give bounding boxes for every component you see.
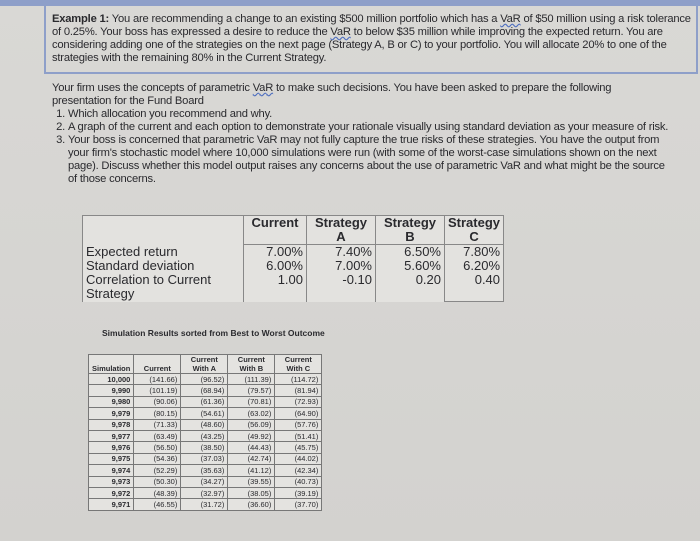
loss-cell: (45.75) bbox=[275, 442, 322, 453]
loss-cell: (96.52) bbox=[181, 374, 228, 385]
header-cell: Strategy B bbox=[376, 216, 445, 245]
cell: 7.00% bbox=[335, 258, 372, 273]
simulation-number: 9,979 bbox=[89, 408, 134, 419]
simulation-number: 9,976 bbox=[89, 442, 134, 453]
loss-cell: (70.81) bbox=[228, 396, 275, 407]
example-text: of $50 million using a risk tolerance of 0.25%. Your boss has expressed a desire to reduce the bbox=[52, 13, 691, 38]
simulation-number: 9,977 bbox=[89, 430, 134, 441]
loss-cell: (111.39) bbox=[228, 374, 275, 385]
simulation-number: 9,973 bbox=[89, 476, 134, 487]
loss-cell: (49.92) bbox=[228, 430, 275, 441]
row-label: Standard deviation bbox=[86, 257, 195, 273]
loss-cell: (54.36) bbox=[134, 453, 181, 464]
loss-cell: (90.06) bbox=[134, 396, 181, 407]
loss-cell: (41.12) bbox=[228, 465, 275, 476]
table-row bbox=[89, 476, 322, 487]
loss-cell: (48.60) bbox=[181, 419, 228, 430]
intro-text: to make such decisions. You have been asked to prepare the following presentation for the Fund Board bbox=[52, 82, 612, 107]
header-cell: Strategy A bbox=[307, 216, 376, 245]
table-row bbox=[83, 245, 504, 302]
loss-cell: (46.55) bbox=[134, 499, 181, 510]
task-item: 3. Your boss is concerned that parametric VaR may not fully capture the true risks of these strategies. You have the output from your firm's stochastic model where 10,000 simulations were run (with some of the worst-case simulations shown on the next page). Discuss whether this model output raises any concerns about the use of parametric VaR and what might be the source of those concerns. bbox=[68, 134, 672, 186]
cell: 7.40% bbox=[335, 244, 372, 259]
var-term: VaR bbox=[252, 82, 274, 94]
simulation-number: 10,000 bbox=[89, 374, 134, 385]
header-cell: Current bbox=[134, 355, 181, 374]
loss-cell: (42.34) bbox=[275, 465, 322, 476]
table-row bbox=[89, 430, 322, 441]
simulation-number: 9,978 bbox=[89, 419, 134, 430]
loss-cell: (71.33) bbox=[134, 419, 181, 430]
header-cell: Current With C bbox=[275, 355, 322, 374]
loss-cell: (42.74) bbox=[228, 453, 275, 464]
loss-cell: (101.19) bbox=[134, 385, 181, 396]
header-cell: Current bbox=[244, 216, 307, 245]
loss-cell: (63.49) bbox=[134, 430, 181, 441]
loss-cell: (44.02) bbox=[275, 453, 322, 464]
loss-cell: (37.03) bbox=[181, 453, 228, 464]
loss-cell: (38.50) bbox=[181, 442, 228, 453]
loss-cell: (68.94) bbox=[181, 385, 228, 396]
loss-cell: (34.27) bbox=[181, 476, 228, 487]
loss-cell: (141.66) bbox=[134, 374, 181, 385]
table-row bbox=[89, 408, 322, 419]
loss-cell: (40.73) bbox=[275, 476, 322, 487]
example-text: You are recommending a change to an existing $500 million portfolio which has a bbox=[109, 13, 501, 25]
simulation-number: 9,980 bbox=[89, 396, 134, 407]
loss-cell: (32.97) bbox=[181, 487, 228, 498]
loss-cell: (63.02) bbox=[228, 408, 275, 419]
loss-cell: (56.50) bbox=[134, 442, 181, 453]
cell: 0.40 bbox=[474, 272, 501, 287]
task-item: 1. Which allocation you recommend and why. bbox=[68, 108, 672, 121]
loss-cell: (72.93) bbox=[275, 396, 322, 407]
loss-cell: (57.76) bbox=[275, 419, 322, 430]
loss-cell: (48.39) bbox=[134, 487, 181, 498]
loss-cell: (80.15) bbox=[134, 408, 181, 419]
loss-cell: (35.63) bbox=[181, 465, 228, 476]
loss-cell: (38.05) bbox=[228, 487, 275, 498]
loss-cell: (64.90) bbox=[275, 408, 322, 419]
intro-paragraph bbox=[52, 82, 672, 186]
table-row bbox=[89, 442, 322, 453]
var-term: VaR bbox=[500, 13, 521, 25]
loss-cell: (39.55) bbox=[228, 476, 275, 487]
loss-cell: (114.72) bbox=[275, 374, 322, 385]
loss-cell: (37.70) bbox=[275, 499, 322, 510]
task-item: 2. A graph of the current and each option to demonstrate your rationale visually using standard deviation as your measure of risk. bbox=[68, 121, 672, 134]
loss-cell: (81.94) bbox=[275, 385, 322, 396]
loss-cell: (52.29) bbox=[134, 465, 181, 476]
table-row bbox=[89, 385, 322, 396]
example-text: to below $35 million while improving the expected return. You are considering adding one of the strategies on the next page (Strategy A, B or C) to your portfolio. You will allocate 20% to one of the strategies with the remaining 80% in the Current Strategy. bbox=[52, 26, 667, 64]
cell: 1.00 bbox=[277, 272, 303, 287]
header-cell: Current With B bbox=[228, 355, 275, 374]
example-label: Example 1: bbox=[52, 13, 110, 25]
cell: -0.10 bbox=[342, 272, 372, 287]
cell: 6.50% bbox=[404, 244, 441, 259]
loss-cell: (43.25) bbox=[181, 430, 228, 441]
simulation-number: 9,974 bbox=[89, 465, 134, 476]
loss-cell: (79.57) bbox=[228, 385, 275, 396]
table-row bbox=[89, 374, 322, 385]
table-row bbox=[89, 396, 322, 407]
loss-cell: (44.43) bbox=[228, 442, 275, 453]
var-term: VaR bbox=[330, 26, 351, 38]
simulation-number: 9,975 bbox=[89, 453, 134, 464]
table-row bbox=[89, 453, 322, 464]
cell: 6.20% bbox=[463, 258, 501, 273]
table-row bbox=[89, 465, 322, 476]
simulation-number: 9,972 bbox=[89, 487, 134, 498]
loss-cell: (54.61) bbox=[181, 408, 228, 419]
table-row bbox=[89, 499, 322, 510]
row-label: Expected return bbox=[86, 243, 178, 259]
loss-cell: (31.72) bbox=[181, 499, 228, 510]
simulation-number: 9,971 bbox=[89, 499, 134, 510]
row-label: Correlation to Current Strategy bbox=[86, 271, 211, 301]
loss-cell: (39.19) bbox=[275, 487, 322, 498]
cell: 6.00% bbox=[266, 258, 303, 273]
loss-cell: (51.41) bbox=[275, 430, 322, 441]
cell: 5.60% bbox=[404, 258, 441, 273]
example-paragraph bbox=[52, 13, 692, 65]
simulation-title: Simulation Results sorted from Best to Worst Outcome bbox=[102, 328, 325, 338]
table-row bbox=[89, 487, 322, 498]
table-row bbox=[89, 419, 322, 430]
header-cell: Strategy C bbox=[445, 216, 504, 245]
header-cell: Simulation bbox=[89, 355, 134, 374]
loss-cell: (36.60) bbox=[228, 499, 275, 510]
intro-text: Your firm uses the concepts of parametric bbox=[52, 82, 253, 94]
cell: 7.00% bbox=[266, 244, 303, 259]
cell: 0.20 bbox=[415, 272, 441, 287]
loss-cell: (61.36) bbox=[181, 396, 228, 407]
strategy-table bbox=[82, 215, 504, 302]
loss-cell: (50.30) bbox=[134, 476, 181, 487]
simulation-number: 9,990 bbox=[89, 385, 134, 396]
header-cell: Current With A bbox=[181, 355, 228, 374]
cell: 7.80% bbox=[463, 244, 501, 259]
simulation-table bbox=[88, 354, 322, 511]
loss-cell: (56.09) bbox=[228, 419, 275, 430]
header-cell bbox=[83, 216, 244, 245]
